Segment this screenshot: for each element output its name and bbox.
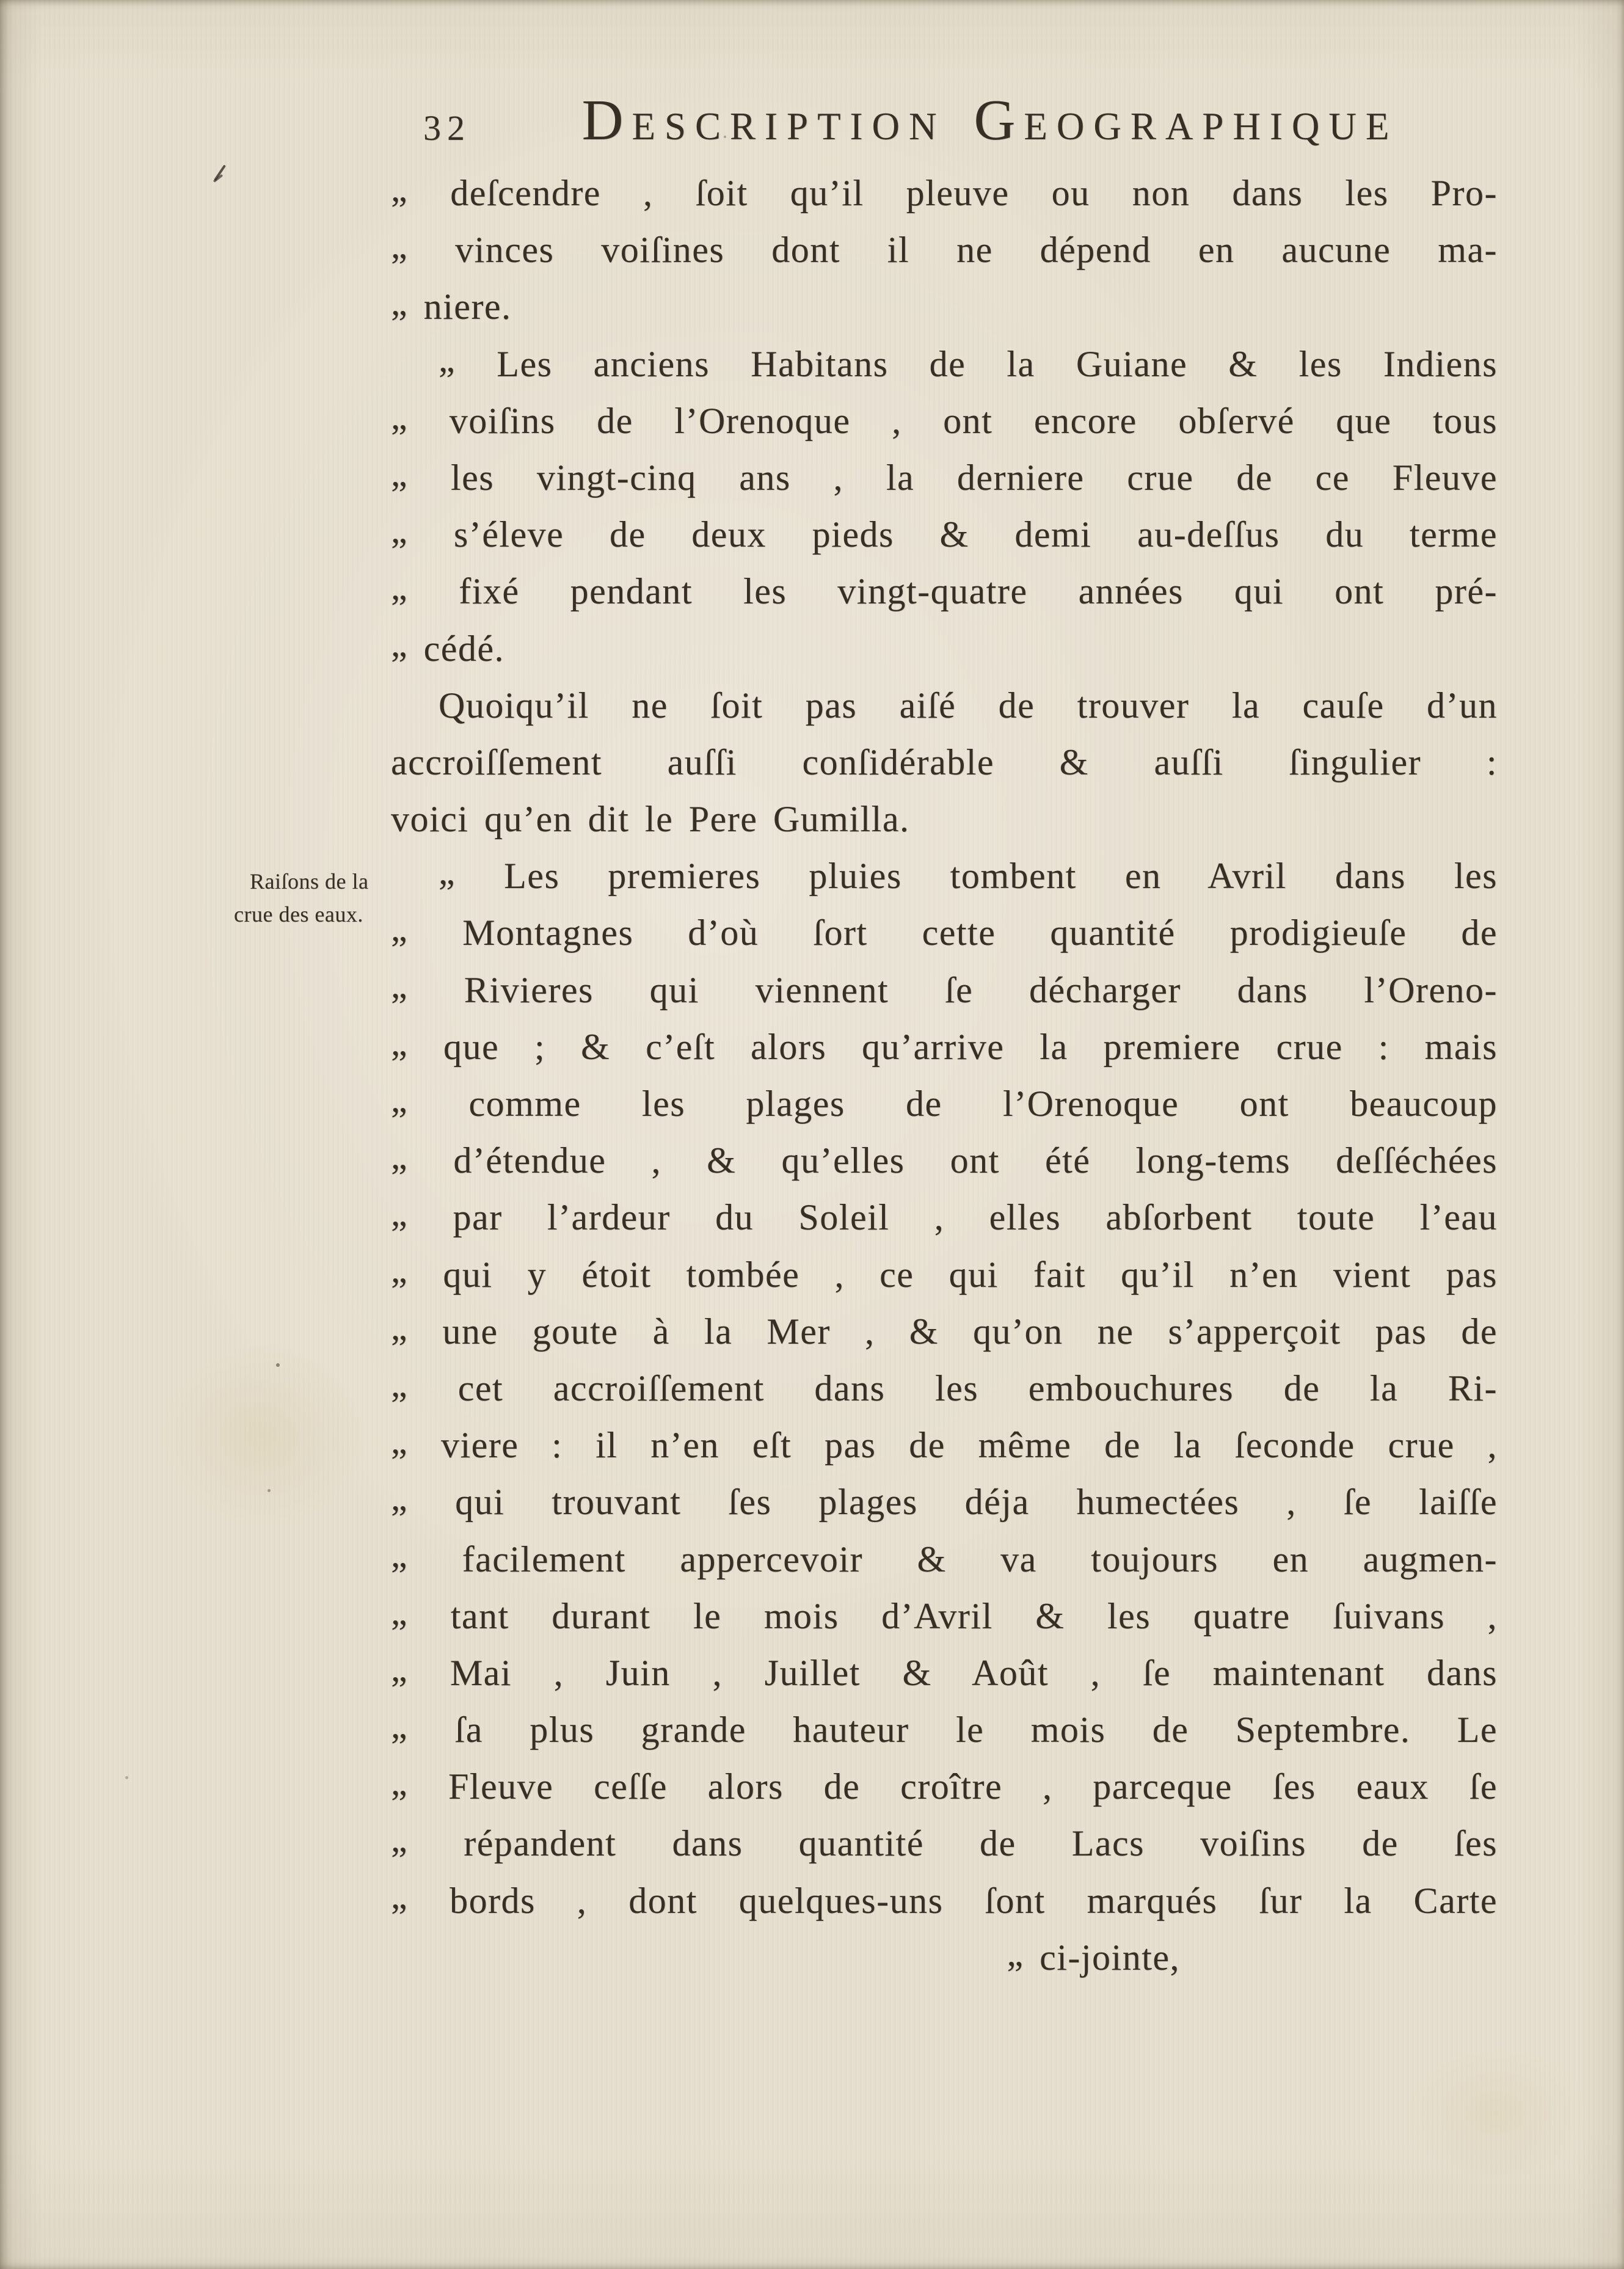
- line-text: cédé.: [423, 628, 505, 669]
- quotation-mark: „: [391, 965, 409, 1006]
- quotation-mark: „: [391, 1762, 409, 1803]
- quotation-mark: „: [391, 1250, 409, 1291]
- line-text: tant durant le mois d’Avril & les quatre ſuivans ,: [450, 1595, 1498, 1636]
- text-block: [391, 165, 1498, 1986]
- quotation-mark: „: [391, 908, 409, 949]
- quotation-mark: „: [391, 1819, 409, 1860]
- line-text: deſcendre , ſoit qu’il pleuve ou non dans les Pro-: [450, 173, 1498, 213]
- text-line: [391, 1702, 1498, 1758]
- text-line: [391, 1417, 1498, 1474]
- line-text: qui trouvant ſes plages déja humectées , ſe laiſſe: [455, 1482, 1498, 1523]
- ink-speck: [268, 1489, 271, 1492]
- quotation-mark: „: [391, 453, 409, 493]
- text-line: [391, 1929, 1498, 1986]
- paper-stain: [1405, 2046, 1588, 2180]
- line-text: ci-jointe,: [1040, 1937, 1180, 1978]
- text-line: [391, 222, 1498, 279]
- text-line: [391, 1531, 1498, 1588]
- pen-mark: [214, 164, 226, 181]
- text-line: [391, 165, 1498, 222]
- quotation-mark: „: [391, 567, 409, 608]
- quotation-mark: „: [391, 1420, 409, 1461]
- quotation-mark: „: [391, 509, 409, 550]
- quotation-mark: „: [391, 1705, 409, 1746]
- quotation-mark: „: [391, 1022, 409, 1063]
- quotation-mark: „: [391, 1534, 409, 1575]
- quotation-mark: „: [391, 1591, 409, 1632]
- line-text: Quoiqu’il ne ſoit pas aiſé de trouver la cauſe d’un: [439, 685, 1498, 726]
- text-line: [391, 1189, 1498, 1246]
- text-line: [391, 563, 1498, 620]
- quotation-mark: „: [391, 225, 409, 266]
- quotation-mark: „: [391, 1363, 409, 1404]
- title-word: DESCRIPTION: [581, 89, 946, 152]
- pen-mark: [213, 174, 224, 183]
- paper-stain: [159, 1344, 366, 1527]
- text-line: [391, 621, 1498, 677]
- line-text: Les anciens Habitans de la Guiane & les Indiens: [497, 343, 1498, 384]
- line-text: facilement appercevoir & va toujours en augmen-: [462, 1539, 1498, 1579]
- line-text: qui y étoit tombée , ce qui fait qu’il n’en vient pas: [443, 1254, 1498, 1295]
- line-text: voiſins de l’Orenoque , ont encore obſervé que tous: [449, 400, 1498, 441]
- quotation-mark: „: [391, 1477, 409, 1518]
- quotation-mark: „: [439, 851, 456, 892]
- text-line: [391, 1132, 1498, 1189]
- quotation-mark: „: [391, 624, 409, 665]
- text-line: [391, 1758, 1498, 1815]
- line-text: viere : il n’en eſt pas de même de la ſeconde crue ,: [440, 1425, 1498, 1466]
- text-line: [391, 1645, 1498, 1702]
- text-line: [391, 677, 1498, 734]
- text-line: [391, 791, 1498, 848]
- text-line: [391, 1360, 1498, 1417]
- line-text: comme les plages de l’Orenoque ont beaucoup: [468, 1084, 1498, 1124]
- text-line: [391, 734, 1498, 791]
- line-text: voici qu’en dit le Pere Gumilla.: [391, 799, 910, 840]
- margin-note-line: Raiſons de la: [250, 869, 369, 894]
- text-line: [391, 1474, 1498, 1531]
- text-line: [391, 1019, 1498, 1076]
- ink-speck: [125, 1776, 128, 1779]
- line-text: s’éleve de deux pieds & demi au-deſſus du terme: [453, 514, 1498, 555]
- line-text: cet accroiſſement dans les embouchures de la Ri-: [457, 1368, 1498, 1408]
- quotation-mark: „: [439, 339, 456, 380]
- quotation-mark: „: [391, 1193, 409, 1234]
- line-text: Mai , Juin , Juillet & Août , ſe maintenant dans: [450, 1652, 1498, 1693]
- text-line: [391, 962, 1498, 1019]
- text-line: [391, 1247, 1498, 1303]
- line-text: ſa plus grande hauteur le mois de Septembre. Le: [454, 1710, 1498, 1750]
- text-line: [391, 393, 1498, 450]
- line-text: Fleuve ceſſe alors de croître , parceque ſes eaux ſe: [448, 1766, 1498, 1807]
- line-text: Les premieres pluies tombent en Avril dans les: [504, 856, 1498, 897]
- line-text: que ; & c’eſt alors qu’arrive la premiere crue : mais: [443, 1026, 1498, 1067]
- text-line: [391, 1076, 1498, 1132]
- line-text: niere.: [423, 286, 512, 327]
- line-text: fixé pendant les vingt-quatre années qui ont pré-: [459, 571, 1498, 612]
- line-text: accroiſſement auſſi conſidérable & auſſi ſingulier :: [391, 741, 1498, 782]
- line-text: par l’ardeur du Soleil , elles abſorbent toute l’eau: [453, 1197, 1498, 1238]
- text-line: [391, 450, 1498, 506]
- text-line: [391, 848, 1498, 905]
- quotation-mark: „: [391, 282, 409, 323]
- quotation-mark: „: [391, 1648, 409, 1689]
- quotation-mark: „: [391, 1079, 409, 1120]
- text-line: [391, 506, 1498, 563]
- quotation-mark: „: [391, 396, 409, 437]
- text-line: [391, 1873, 1498, 1929]
- line-text: une goute à la Mer , & qu’on ne s’apperçoit pas de: [442, 1311, 1498, 1352]
- running-title: [391, 89, 1498, 166]
- margin-note-line: crue des eaux.: [234, 902, 363, 927]
- line-text: Rivieres qui viennent ſe décharger dans l’Oreno-: [464, 969, 1498, 1010]
- line-text: répandent dans quantité de Lacs voiſins de ſes: [464, 1823, 1498, 1864]
- quotation-mark: „: [1007, 1932, 1024, 1973]
- quotation-mark: „: [391, 1306, 409, 1347]
- line-text: bords , dont quelques-uns ſont marqués ſur la Carte: [450, 1880, 1498, 1921]
- page-number: 32: [423, 108, 471, 148]
- text-line: [391, 1588, 1498, 1645]
- line-text: les vingt-cinq ans , la derniere crue de ce Fleuve: [450, 457, 1498, 498]
- title-word: GEOGRAPHIQUE: [974, 89, 1399, 152]
- quotation-mark: „: [391, 168, 409, 209]
- text-line: [391, 905, 1498, 961]
- quotation-mark: „: [391, 1876, 409, 1917]
- text-line: [391, 279, 1498, 335]
- ink-speck: [276, 1363, 280, 1367]
- line-text: d’étendue , & qu’elles ont été long-tems deſſéchées: [453, 1140, 1498, 1181]
- text-line: [391, 1815, 1498, 1872]
- quotation-mark: „: [391, 1136, 409, 1176]
- text-line: [391, 1303, 1498, 1360]
- line-text: Montagnes d’où ſort cette quantité prodigieuſe de: [462, 912, 1498, 953]
- line-text: vinces voiſines dont il ne dépend en aucune ma-: [455, 230, 1498, 271]
- text-line: [391, 336, 1498, 393]
